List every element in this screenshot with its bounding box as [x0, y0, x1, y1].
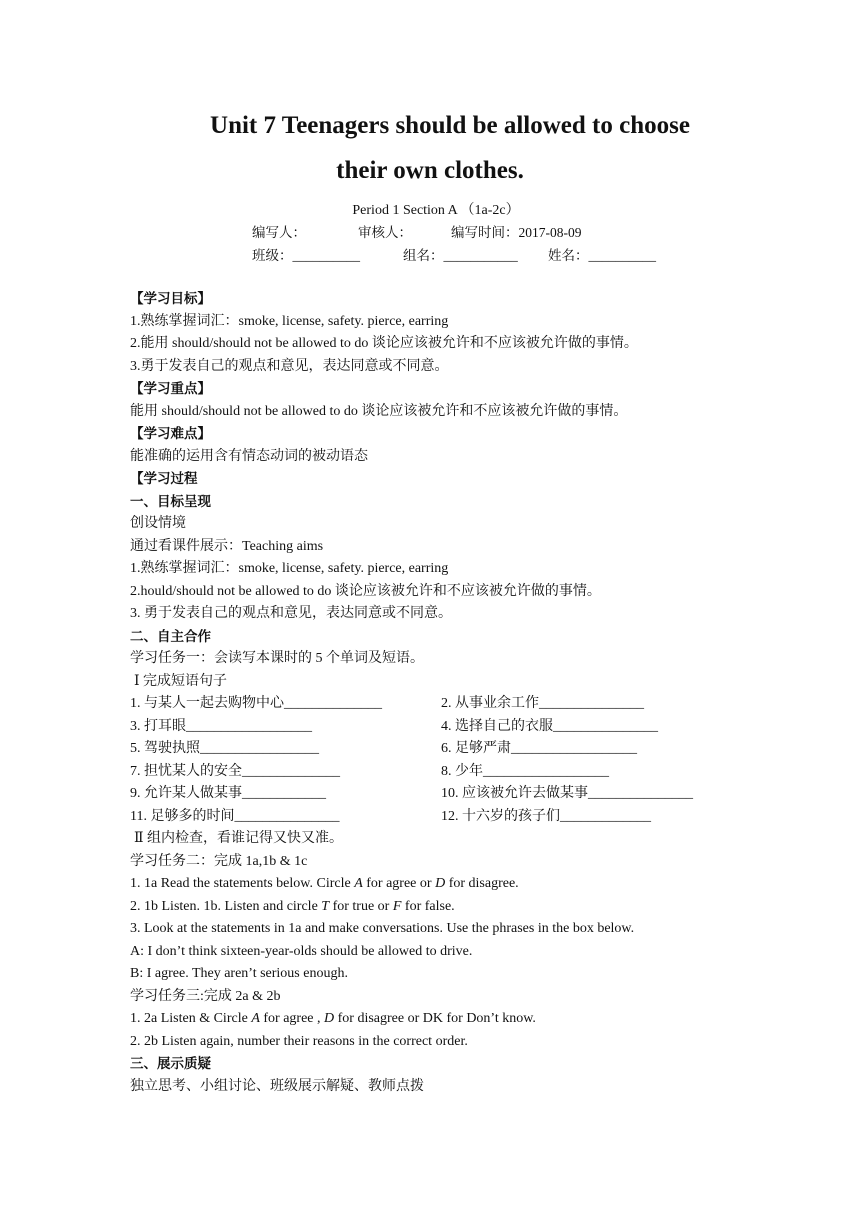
author-label: 编写人：	[252, 225, 306, 240]
document-subtitle: Period 1 Section A （1a-2c）	[352, 203, 520, 218]
part1-heading: 一、目标呈现	[130, 493, 211, 510]
part1-line: 2.hould/should not be allowed to do 谈论应该被允许和不应该被允许做的事情。	[130, 583, 601, 599]
part1-line: 3. 勇于发表自己的观点和意见，表达同意或不同意。	[130, 606, 452, 621]
task2-1a	[130, 873, 750, 896]
task2-text: 学习任务二：完成 1a,1b & 1c	[130, 853, 308, 869]
document-title-line1: Unit 7 Teenagers should be allowed to choose	[210, 112, 690, 139]
disagree-letter: D	[435, 876, 446, 891]
phrase-row	[130, 783, 750, 806]
phrase-item: 1. 与某人一起去购物中心______________	[130, 696, 382, 711]
task1-text: 学习任务一：会读写本课时的 5 个单词及短语。	[130, 651, 424, 666]
task2-1b-mid: for true or	[329, 898, 393, 914]
task2-1b-text: 2. 1b Listen. 1b. Listen and circle	[130, 898, 322, 914]
phrase-item: 10. 应该被允许去做某事_______________	[441, 786, 693, 801]
task2-1a-text: 1. 1a Read the statements below. Circle	[130, 876, 355, 891]
process-heading: 【学习过程	[130, 471, 198, 487]
dialog-b: B: I agree. They aren’t serious enough.	[130, 966, 348, 981]
part3-heading: 三、展示质疑	[130, 1056, 211, 1072]
phrase-row	[130, 693, 750, 716]
phrase-item: 9. 允许某人做某事____________	[130, 786, 326, 801]
phrase-item: 3. 打耳眼__________________	[130, 718, 312, 734]
task1-sub2: Ⅱ 组内检查，看谁记得又快又准。	[134, 831, 344, 846]
date-label: 编写时间：2017-08-09	[451, 225, 582, 240]
phrase-item: 5. 驾驶执照_________________	[130, 741, 319, 756]
part1-line: 创设情境	[130, 516, 186, 531]
difficulty-heading: 【学习难点】	[130, 426, 211, 442]
name-field: 姓名：__________	[548, 248, 656, 263]
goal-item: 2.能用 should/should not be allowed to do 谈论应该被允许和不应该被允许做的事情。	[130, 336, 638, 351]
document-body	[130, 288, 750, 1098]
part3-text: 独立思考、小组讨论、班级展示解疑、教师点拨	[130, 1078, 424, 1094]
task3-2a-end: for disagree or DK for Don’t know.	[334, 1011, 536, 1026]
phrase-item: 2. 从事业余工作_______________	[441, 696, 644, 711]
key-points-text: 能用 should/should not be allowed to do 谈论应该被允许和不应该被允许做的事情。	[130, 403, 628, 419]
task3-text: 学习任务三:完成 2a & 2b	[130, 988, 281, 1004]
task2-1b	[130, 896, 750, 919]
goal-item: 1.熟练掌握词汇：smoke, license, safety. pierce, earring	[130, 313, 449, 329]
phrase-item: 7. 担忧某人的安全______________	[130, 763, 340, 779]
task2-1c: 3. Look at the statements in 1a and make conversations. Use the phrases in the box below.	[130, 921, 635, 936]
task3-2a-text: 1. 2a Listen & Circle	[130, 1011, 252, 1026]
phrase-item: 6. 足够严肃__________________	[441, 741, 637, 756]
phrase-item: 4. 选择自己的衣服_______________	[441, 718, 658, 734]
part2-heading: 二、自主合作	[130, 628, 211, 645]
part1-line: 通过看课件展示：Teaching aims	[130, 538, 324, 554]
task3-2a-mid: for agree ,	[259, 1011, 325, 1026]
phrase-row	[130, 761, 750, 784]
difficulty-text: 能准确的运用含有情态动词的被动语态	[130, 448, 368, 464]
task3-2a	[130, 1008, 750, 1031]
true-letter: T	[321, 898, 330, 914]
task2-1a-mid: for agree or	[362, 876, 436, 891]
phrase-row	[130, 716, 750, 739]
reviewer-label: 审核人：	[358, 225, 412, 240]
agree-letter: A	[251, 1011, 260, 1026]
key-points-heading: 【学习重点】	[130, 381, 211, 397]
task1-sub1: Ⅰ 完成短语句子	[134, 673, 228, 689]
document-title-line2: their own clothes.	[336, 157, 524, 184]
disagree-letter: D	[324, 1011, 335, 1026]
dialog-a: A: I don’t think sixteen-year-olds should be allowed to drive.	[130, 943, 473, 959]
part1-line: 1.熟练掌握词汇：smoke, license, safety. pierce, earring	[130, 561, 449, 576]
phrase-item: 11. 足够多的时间_______________	[130, 808, 340, 824]
goal-item: 3.勇于发表自己的观点和意见，表达同意或不同意。	[130, 358, 449, 374]
task2-1b-end: for false.	[401, 898, 455, 914]
phrase-row	[130, 806, 750, 829]
task3-2b: 2. 2b Listen again, number their reasons in the correct order.	[130, 1033, 468, 1049]
phrase-item: 8. 少年__________________	[441, 763, 609, 779]
task2-1a-end: for disagree.	[445, 876, 519, 891]
class-field: 班级：__________	[252, 248, 360, 263]
phrase-item: 12. 十六岁的孩子们_____________	[441, 808, 651, 824]
agree-letter: A	[354, 876, 363, 891]
group-field: 组名：___________	[403, 248, 518, 263]
false-letter: F	[392, 898, 402, 914]
phrase-row	[130, 738, 750, 761]
goals-heading: 【学习目标】	[130, 291, 211, 307]
